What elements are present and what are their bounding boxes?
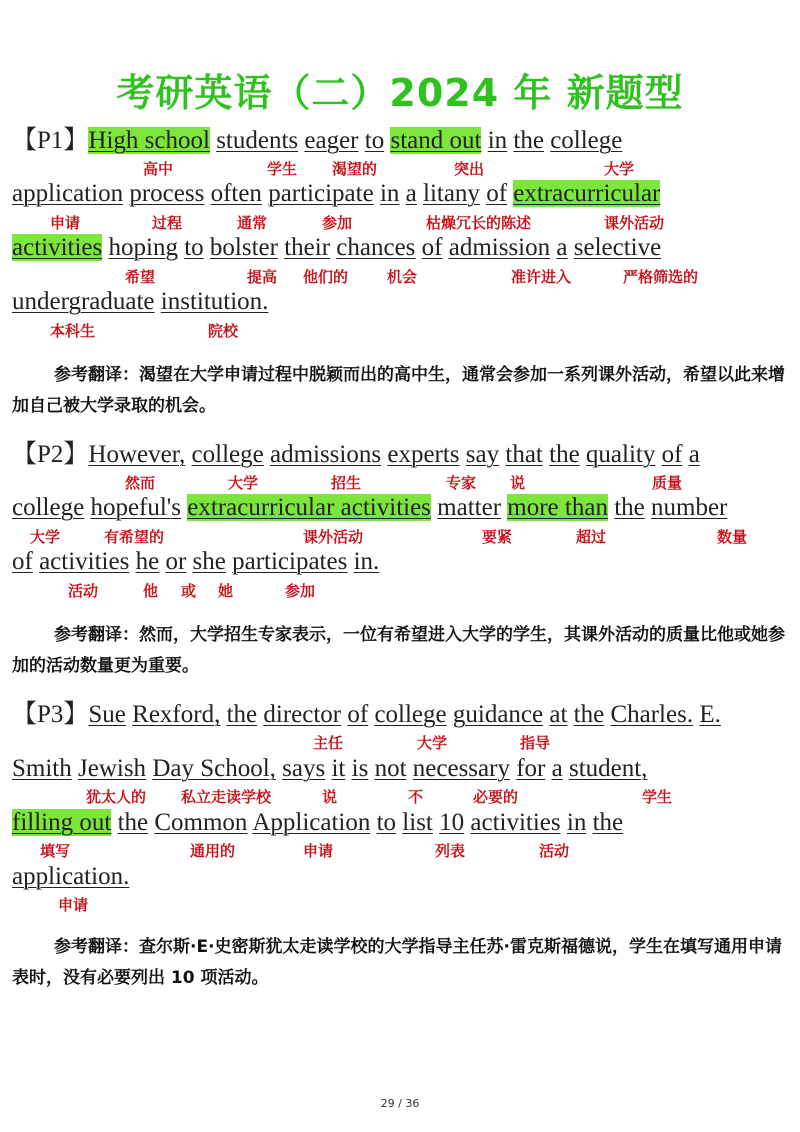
gloss: 过程 (152, 214, 183, 232)
gloss: 犹太人的 (86, 788, 147, 806)
word: High school (88, 127, 210, 154)
word: guidance (452, 701, 544, 728)
word: Charles. (610, 701, 694, 728)
word: Day School, (152, 755, 276, 782)
word: to (184, 234, 204, 261)
p2-translation: 参考翻译：然而，大学招生专家表示，一位有希望进入大学的学生，其课外活动的质量比他或她参加的活动数量更为重要。 (12, 625, 785, 676)
gloss: 学生 (642, 788, 673, 806)
word: filling out (12, 809, 112, 836)
word: a (688, 441, 700, 468)
word: E. (699, 701, 721, 728)
word: in (379, 180, 400, 207)
gloss: 说 (510, 474, 526, 492)
word: of (347, 701, 369, 728)
gloss: 大学 (228, 474, 259, 492)
gloss: 他们的 (303, 268, 349, 286)
gloss: 学生 (267, 160, 298, 178)
word: say (465, 441, 500, 468)
gloss: 超过 (576, 528, 607, 546)
word: litany (423, 180, 480, 207)
gloss: 要紧 (482, 528, 513, 546)
word: institution. (160, 288, 269, 315)
gloss: 希望 (125, 268, 156, 286)
word: Application (252, 809, 371, 836)
word: of (486, 180, 508, 207)
word: matter (437, 494, 502, 521)
gloss: 填写 (40, 842, 71, 860)
gloss: 招生 (331, 474, 362, 492)
word: However, (88, 441, 186, 468)
word: is (351, 755, 369, 782)
gloss: 参加 (322, 214, 353, 232)
gloss: 有希望的 (104, 528, 165, 546)
word: Common (154, 809, 248, 836)
gloss: 活动 (68, 582, 99, 600)
gloss: 主任 (313, 734, 344, 752)
word: hoping (108, 234, 178, 261)
gloss: 准许进入 (511, 268, 572, 286)
word: eager (304, 127, 359, 154)
word: hopeful's (90, 494, 182, 521)
word: application (12, 180, 124, 207)
p3-line-2 (12, 754, 647, 784)
p1-line-4 (12, 287, 268, 317)
word: the (614, 494, 645, 521)
gloss: 质量 (652, 474, 683, 492)
word: a (405, 180, 417, 207)
gloss: 专家 (446, 474, 477, 492)
gloss: 通常 (237, 214, 268, 232)
gloss: 列表 (435, 842, 466, 860)
p3-translation: 参考翻译：查尔斯·E·史密斯犹太走读学校的大学指导主任苏·雷克斯福德说，学生在填写通用申请表时，没有必要列出 10 项活动。 (12, 937, 782, 988)
word: process (129, 180, 205, 207)
gloss: 大学 (30, 528, 61, 546)
word: to (364, 127, 385, 154)
gloss: 指导 (520, 734, 551, 752)
gloss: 枯燥冗长的陈述 (426, 214, 532, 232)
word: extracurricular (513, 180, 661, 207)
gloss: 说 (322, 788, 338, 806)
word: she (192, 548, 226, 575)
word: the (573, 701, 605, 728)
word: the (549, 441, 580, 468)
word: the (513, 127, 544, 154)
word: stand out (390, 127, 482, 154)
word: participate (268, 180, 374, 207)
word: necessary (412, 755, 510, 782)
word: he (135, 548, 160, 575)
p2-line-2 (12, 493, 727, 523)
word: director (263, 701, 342, 728)
p2-line-3 (12, 547, 379, 577)
gloss: 通用的 (190, 842, 236, 860)
word: activities (39, 548, 130, 575)
word: extracurricular activities (187, 494, 431, 521)
gloss: 然而 (125, 474, 156, 492)
gloss: 大学 (604, 160, 635, 178)
word: it (331, 755, 346, 782)
gloss: 渴望的 (332, 160, 378, 178)
page-title: 考研英语（二）2024 年 新题型 (116, 71, 684, 115)
word: the (592, 809, 624, 836)
gloss: 申请 (50, 214, 81, 232)
p1-line-3 (12, 233, 661, 263)
word: in (487, 127, 508, 154)
gloss: 课外活动 (604, 214, 665, 232)
word: of (12, 548, 33, 575)
word: selective (573, 234, 662, 261)
word: 10 (439, 809, 465, 836)
p1-translation: 参考翻译：渴望在大学申请过程中脱颖而出的高中生，通常会参加一系列课外活动，希望以此来增加自己被大学录取的机会。 (12, 365, 785, 416)
word: chances (336, 234, 416, 261)
p1-line-2 (12, 179, 660, 209)
gloss: 课外活动 (303, 528, 364, 546)
word: list (402, 809, 433, 836)
word: for (516, 755, 546, 782)
paragraph-tag: 【P3】 (12, 701, 89, 728)
word: or (165, 548, 187, 575)
paragraph-tag: 【P1】 (12, 127, 89, 154)
p3-line-4 (12, 862, 129, 892)
gloss: 本科生 (50, 322, 96, 340)
word: number (651, 494, 728, 521)
gloss: 私立走读学校 (181, 788, 272, 806)
word: undergraduate (12, 288, 155, 315)
word: at (549, 701, 568, 728)
word: of (661, 441, 683, 468)
word: in. (353, 548, 380, 575)
word: Jewish (78, 755, 147, 782)
word: Smith (12, 755, 72, 782)
word: a (551, 755, 563, 782)
gloss: 活动 (539, 842, 570, 860)
gloss: 申请 (303, 842, 334, 860)
p1-line-1 (12, 126, 622, 156)
word: Rexford, (132, 701, 221, 728)
word: college (12, 494, 85, 521)
gloss: 突出 (454, 160, 485, 178)
word: more than (507, 494, 608, 521)
gloss: 机会 (387, 268, 418, 286)
word: students (216, 127, 299, 154)
word: experts (387, 441, 460, 468)
paragraph-tag: 【P2】 (12, 441, 89, 468)
word: admission (448, 234, 551, 261)
gloss: 院校 (208, 322, 239, 340)
page-number: 29 / 36 (380, 1097, 420, 1110)
word: says (282, 755, 326, 782)
word: to (376, 809, 397, 836)
gloss: 或 (181, 582, 197, 600)
word: of (421, 234, 443, 261)
word: college (191, 441, 264, 468)
gloss: 数量 (717, 528, 748, 546)
p3-line-1 (12, 700, 721, 730)
word: student, (568, 755, 648, 782)
word: activities (470, 809, 561, 836)
word: admissions (269, 441, 382, 468)
gloss: 她 (218, 582, 234, 600)
word: a (556, 234, 568, 261)
gloss: 大学 (417, 734, 448, 752)
gloss: 申请 (58, 896, 89, 914)
gloss: 不 (408, 788, 424, 806)
word: activities (12, 234, 103, 261)
gloss: 严格筛选的 (623, 268, 699, 286)
gloss: 他 (143, 582, 159, 600)
gloss: 提高 (247, 268, 278, 286)
gloss: 参加 (285, 582, 316, 600)
word: their (284, 234, 331, 261)
word: often (210, 180, 262, 207)
word: not (374, 755, 407, 782)
word: bolster (209, 234, 278, 261)
gloss: 必要的 (473, 788, 519, 806)
p2-line-1 (12, 440, 700, 470)
word: the (226, 701, 258, 728)
word: college (550, 127, 623, 154)
gloss: 高中 (143, 160, 174, 178)
word: application. (12, 863, 130, 890)
word: the (117, 809, 149, 836)
word: in (566, 809, 587, 836)
word: quality (585, 441, 656, 468)
word: college (374, 701, 447, 728)
word: that (505, 441, 543, 468)
word: participates (232, 548, 348, 575)
word: Sue (88, 701, 126, 728)
p3-line-3 (12, 808, 623, 838)
